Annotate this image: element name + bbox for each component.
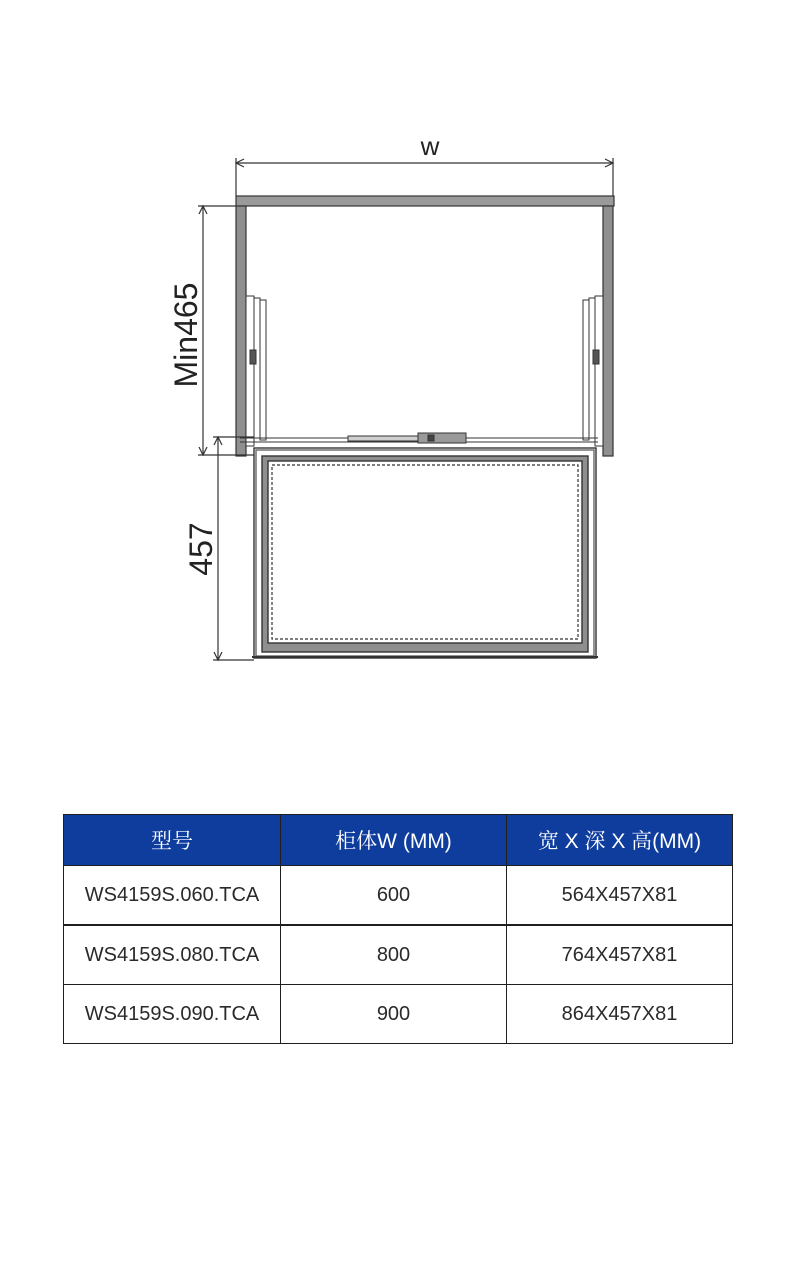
height-label: Min465 [168,282,204,388]
cell-dimensions: 764X457X81 [507,925,733,985]
drawer-height-dimension [213,437,254,660]
width-dimension [236,158,613,196]
cell-dimensions: 564X457X81 [507,866,733,926]
header-dimensions: 宽 X 深 X 高(MM) [507,815,733,866]
cell-model: WS4159S.080.TCA [64,925,281,985]
left-runner [246,296,266,446]
lift-mechanism [240,433,598,443]
spec-table [63,814,733,1044]
table-row [64,985,733,1044]
table-row [64,866,733,926]
cell-model: WS4159S.060.TCA [64,866,281,926]
table-row [64,925,733,985]
drawer-basket [252,448,598,658]
cell-cabinet-width: 600 [281,866,507,926]
width-label: w [420,131,440,161]
right-runner [583,296,603,446]
cell-cabinet-width: 800 [281,925,507,985]
cabinet-frame [236,196,614,456]
cell-model: WS4159S.090.TCA [64,985,281,1044]
header-model: 型号 [64,815,281,866]
header-cabinet-width: 柜体W (MM) [281,815,507,866]
cell-cabinet-width: 900 [281,985,507,1044]
cell-dimensions: 864X457X81 [507,985,733,1044]
table-header-row [64,815,733,866]
drawer-height-label: 457 [183,522,219,576]
